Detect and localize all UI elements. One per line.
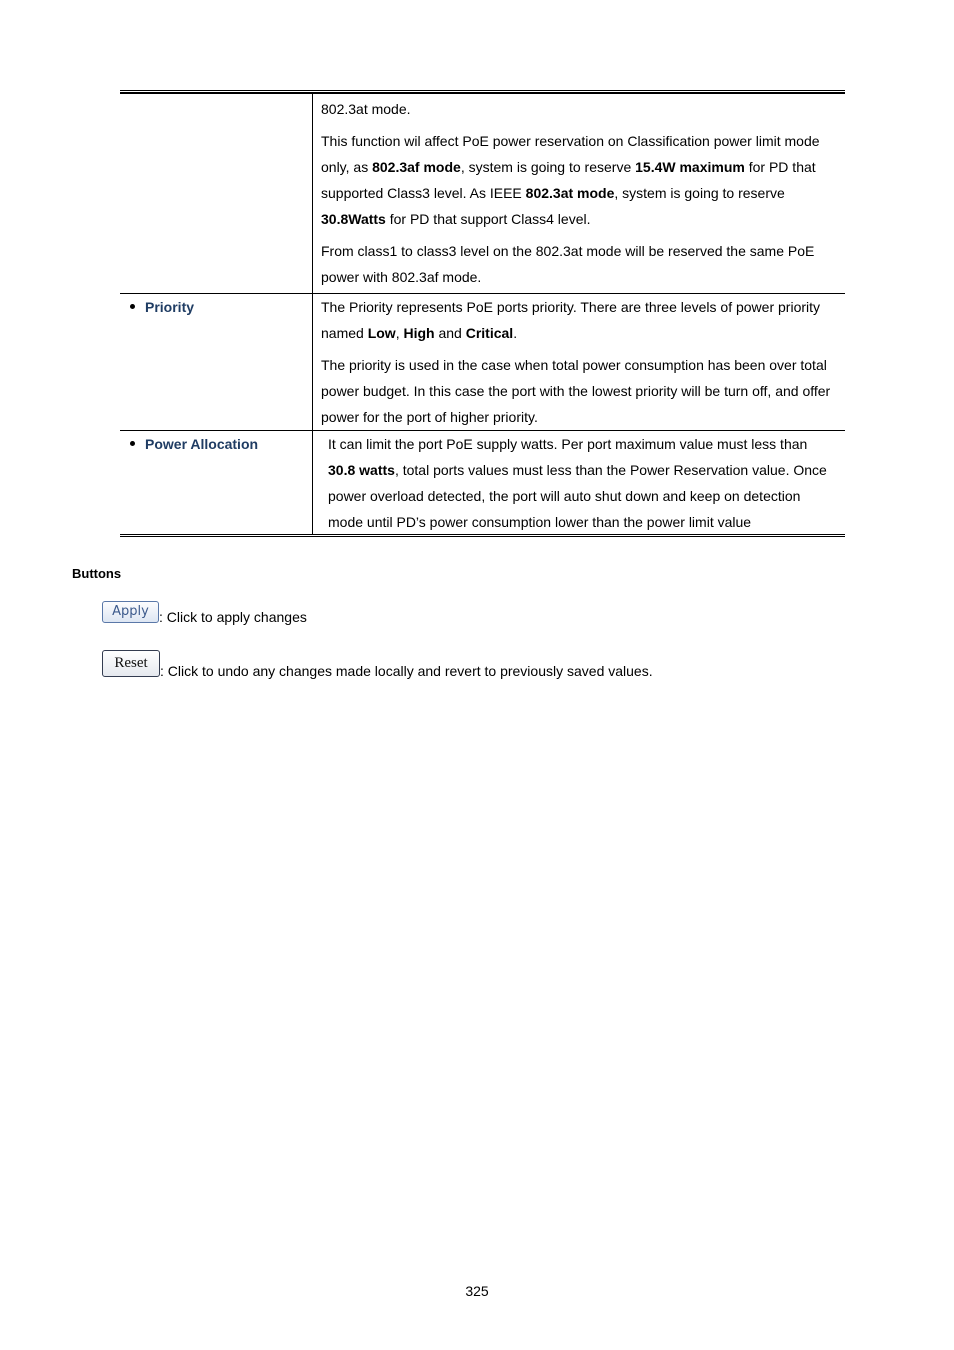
table-row <box>120 431 845 534</box>
desc-paragraph: The Priority represents PoE ports priority. There are three levels of power priority named Low, High and Critical. <box>321 299 821 341</box>
table-desc-cell <box>313 294 845 430</box>
table-desc-cell <box>313 431 845 534</box>
desc-paragraph: It can limit the port PoE supply watts. Per port maximum value must less than 30.8 watts, total ports values must less than the Power Reservation value. Once power overload detected, the port will auto shut down and keep on detection mode until PD’s power consumption lower than the power limit value <box>328 436 827 530</box>
desc-paragraph: 802.3at mode. <box>321 101 411 117</box>
reset-button[interactable]: Reset <box>102 650 160 677</box>
bullet-icon <box>130 304 135 309</box>
desc-paragraph: From class1 to class3 level on the 802.3at mode will be reserved the same PoE power with 802.3af mode. <box>321 243 815 285</box>
page-number: 325 <box>465 1283 489 1299</box>
bullet-icon <box>130 441 135 446</box>
table-desc-cell <box>313 93 845 293</box>
apply-description: : Click to apply changes <box>159 609 307 625</box>
reset-description: : Click to undo any changes made locally and revert to previously saved values. <box>160 663 653 679</box>
table-label-cell <box>120 431 313 534</box>
table-row <box>120 294 845 431</box>
parameter-table <box>120 90 845 537</box>
table-row <box>120 93 845 294</box>
section-title-buttons: Buttons <box>72 566 122 581</box>
table-label-cell <box>120 93 313 293</box>
reset-description-line <box>102 650 653 677</box>
param-label-power-allocation: Power Allocation <box>130 436 258 452</box>
apply-description-line <box>102 601 307 623</box>
desc-paragraph: This function wil affect PoE power reservation on Classification power limit mode only, as 802.3af mode, system is going to reserve 15.4W maximum for PD that supported Class3 level. As IEEE 802.3at mode, system is going to reserve 30.8Watts for PD that support Class4 level. <box>321 133 820 227</box>
param-label-priority: Priority <box>130 299 194 315</box>
desc-paragraph: The priority is used in the case when total power consumption has been over total power budget. In this case the port with the lowest priority will be turn off, and offer power for the port of higher priority. <box>321 357 831 425</box>
table-label-cell <box>120 294 313 430</box>
apply-button[interactable]: Apply <box>102 601 159 623</box>
